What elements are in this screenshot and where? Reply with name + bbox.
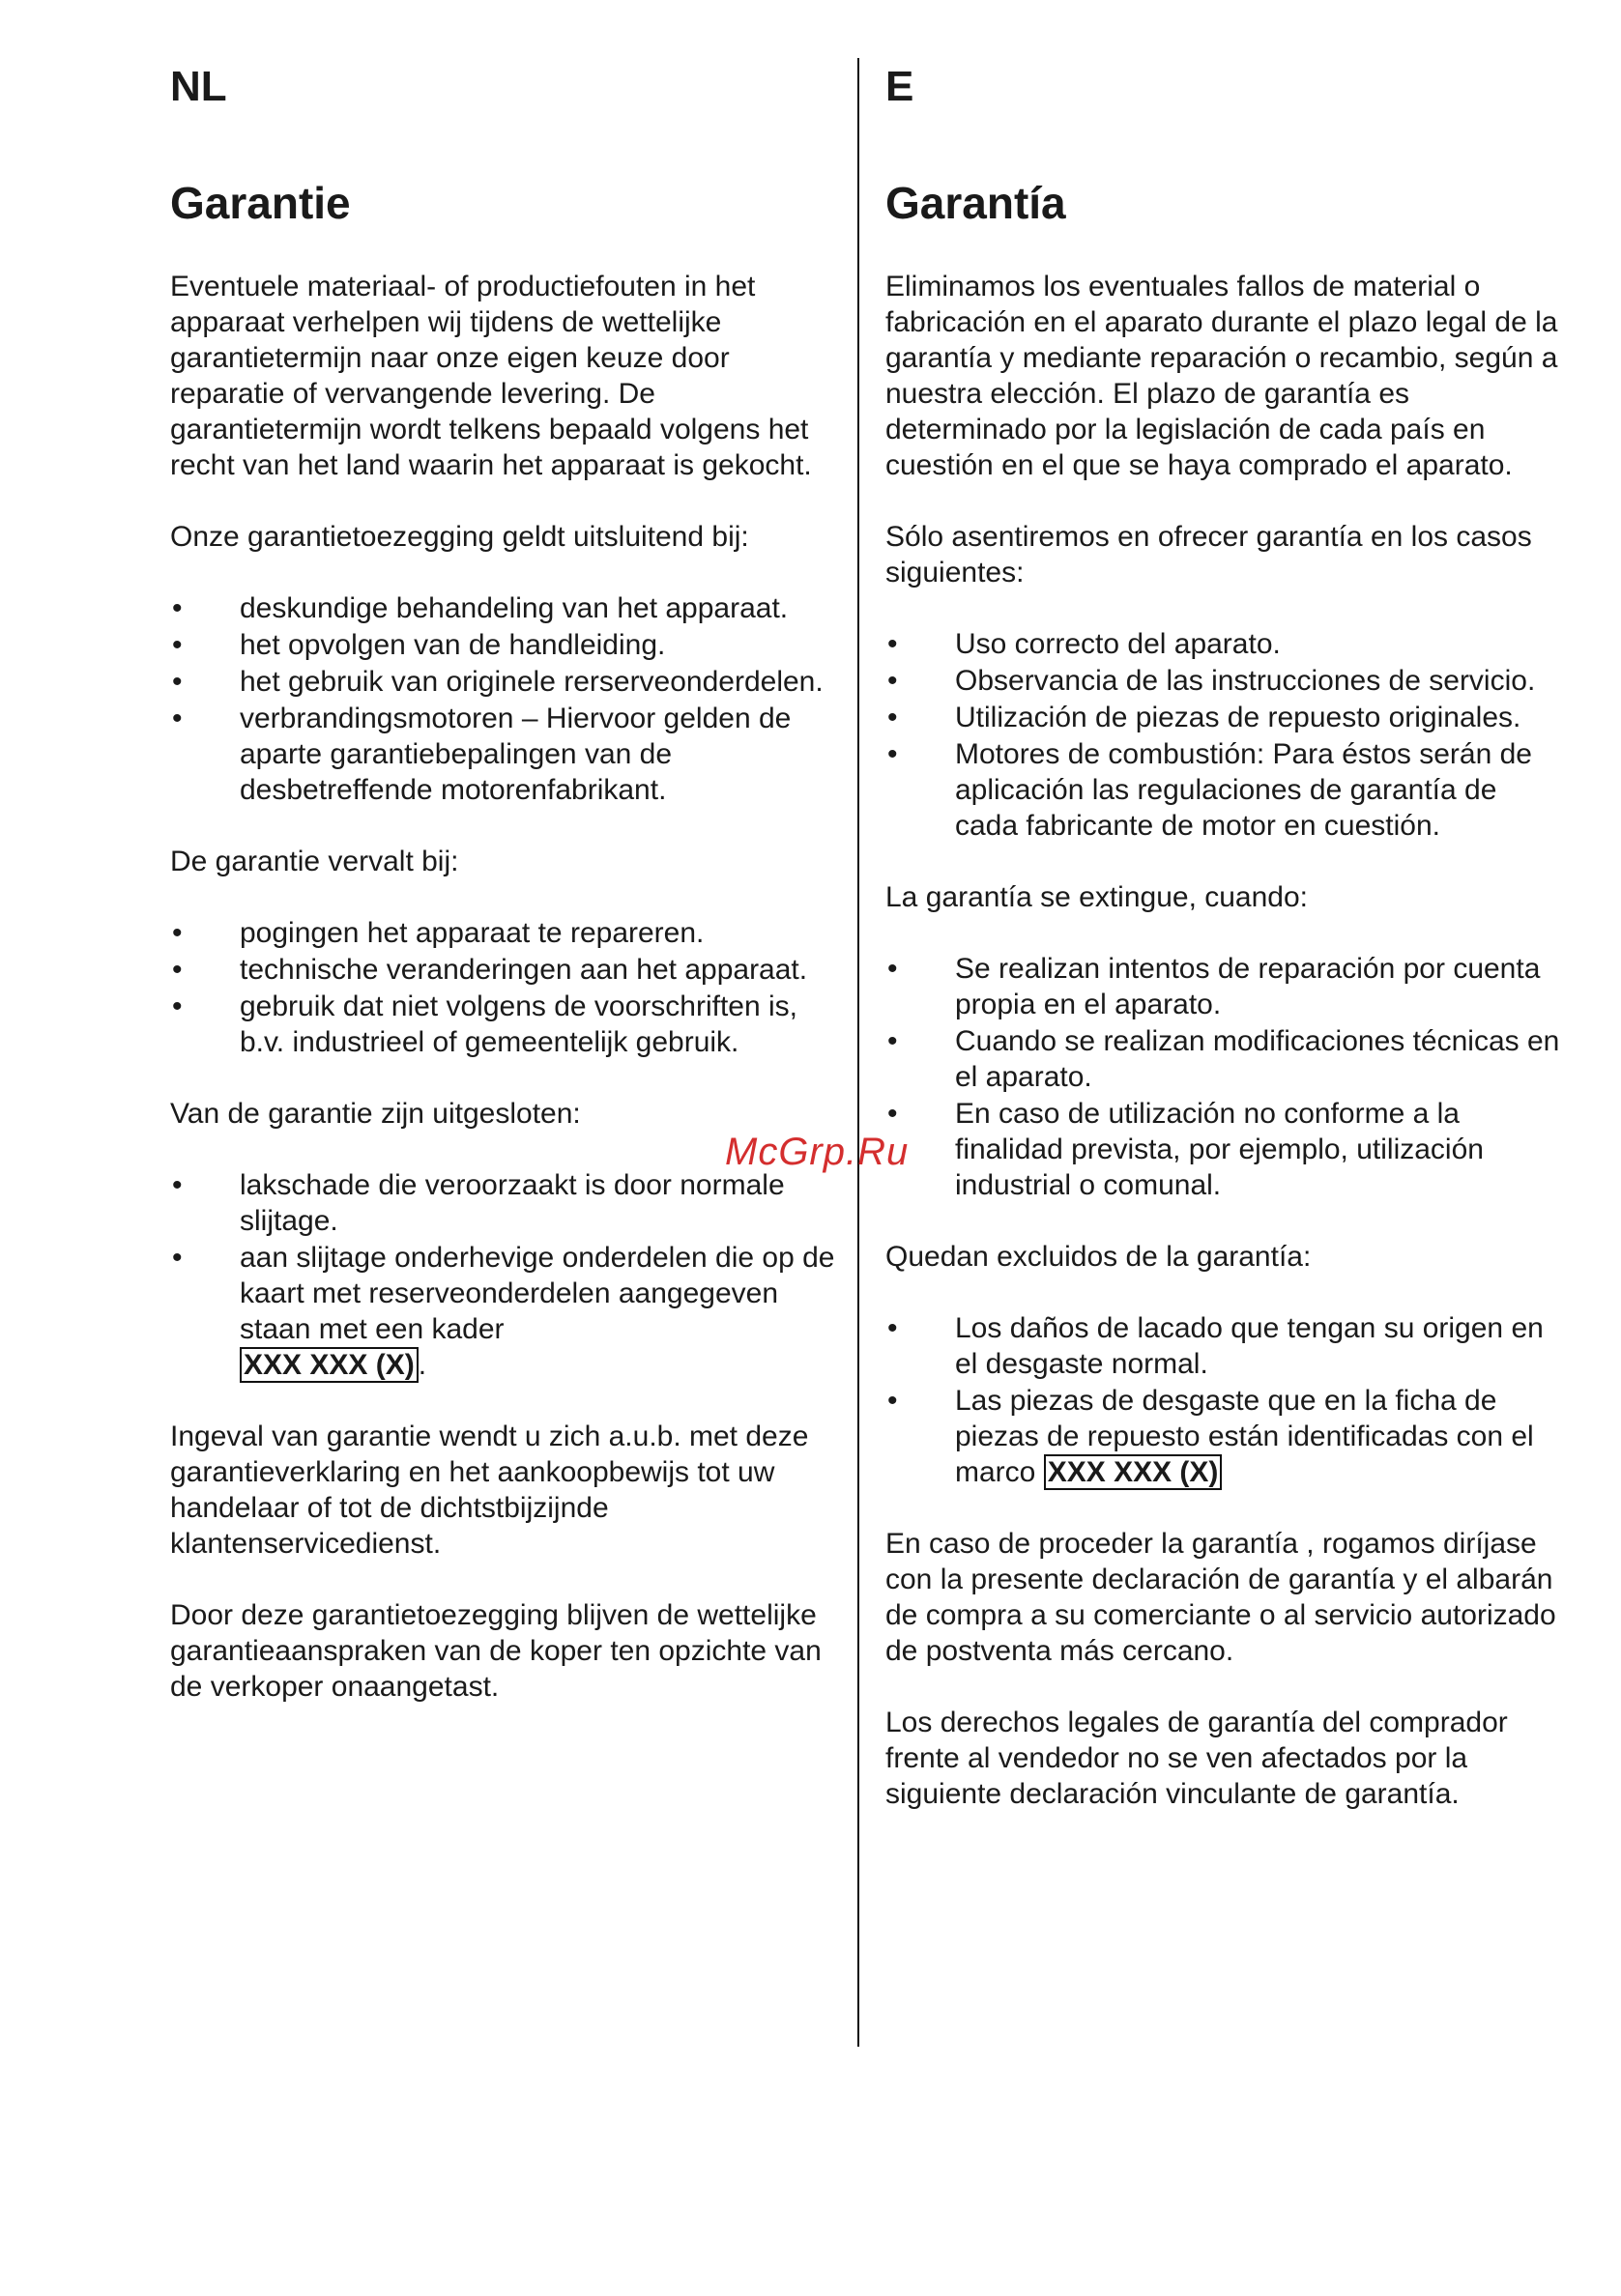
bullet-icon: • [887, 1385, 898, 1417]
column-nl [170, 60, 847, 1705]
list-item: • het gebruik van originele rerserveonderdelen. [172, 666, 824, 698]
conditions-heading-nl: Onze garantietoezegging geldt uitsluitend bij: [170, 521, 749, 553]
list-item: • pogingen het apparaat te repareren. [172, 917, 705, 949]
void-list-es [885, 951, 1562, 1203]
bullet-icon: • [172, 917, 183, 949]
list-item: • het opvolgen van de handleiding. [172, 629, 666, 661]
list-item: • technische veranderingen aan het apparaat. [172, 954, 808, 986]
watermark: McGrp.Ru [725, 1131, 910, 1173]
exclusions-heading-es: Quedan excluidos de la garantía: [885, 1241, 1312, 1273]
language-code-es: E [885, 63, 914, 110]
bullet-icon: • [172, 954, 183, 986]
exclusions-heading-nl: Van de garantie zijn uitgesloten: [170, 1098, 581, 1130]
void-heading-nl: De garantie vervalt bij: [170, 846, 459, 877]
intro-paragraph-nl: Eventuele materiaal- of productiefouten in het apparaat verhelpen wij tijdens de wettelijke garantietermijn naar onze eigen keuze door reparatie of vervangende levering. De garantietermijn wordt telkens bepaald volgens het recht van het land waarin het apparaat is gekocht. [170, 271, 812, 481]
bullet-icon: • [172, 666, 183, 698]
bullet-icon: • [887, 953, 898, 985]
bullet-icon: • [172, 1242, 183, 1274]
bullet-icon: • [887, 1098, 898, 1130]
bullet-icon: • [172, 1169, 183, 1201]
part-code-box: XXX XXX (X) [1044, 1454, 1223, 1490]
language-code-nl: NL [170, 63, 227, 110]
bullet-icon: • [887, 1025, 898, 1057]
list-item: • aan slijtage onderhevige onderdelen die op de kaart met reserveonderdelen aangegeven staan met een kader XXX XXX (X) . [172, 1242, 835, 1381]
claim-paragraph-es: En caso de proceder la garantía , rogamos diríjase con la presente declaración de garantía y el albarán de compra a su comerciante o al servicio autorizado de postventa más cercano. [885, 1528, 1556, 1667]
legal-paragraph-es: Los derechos legales de garantía del comprador frente al vendedor no se ven afectados por la siguiente declaración vinculante de garantía. [885, 1707, 1508, 1810]
conditions-heading-es: Sólo asentiremos en ofrecer garantía en los casos siguientes: [885, 521, 1532, 588]
legal-paragraph-nl: Door deze garantietoezegging blijven de wettelijke garantieaanspraken van de koper ten opzichte van de verkoper onaangetast. [170, 1599, 822, 1703]
bullet-icon: • [172, 592, 183, 624]
bullet-icon: • [887, 1312, 898, 1344]
column-divider [857, 58, 859, 2047]
list-item: • Cuando se realizan modificaciones técnicas en el aparato. [887, 1025, 1560, 1093]
bullet-icon: • [172, 629, 183, 661]
intro-paragraph-es: Eliminamos los eventuales fallos de material o fabricación en el aparato durante el plazo legal de la garantía y mediante reparación o recambio, según a nuestra elección. El plazo de garantía es determinado por la legislación de cada país en cuestión en el que se haya comprado el aparato. [885, 271, 1558, 481]
list-item: • lakschade die veroorzaakt is door normale slijtage. [172, 1169, 785, 1237]
list-item: • Las piezas de desgaste que en la ficha de piezas de repuesto están identificadas con el marco XXX XXX (X) [887, 1385, 1534, 1488]
bullet-icon: • [172, 990, 183, 1022]
list-item: • Utilización de piezas de repuesto originales. [887, 702, 1521, 733]
bullet-icon: • [887, 702, 898, 733]
conditions-list-es [885, 626, 1562, 844]
page-title-nl: Garantie [170, 178, 351, 228]
list-item: • En caso de utilización no conforme a la finalidad prevista, por ejemplo, utilización industrial o comunal. [887, 1098, 1484, 1201]
column-es [885, 60, 1562, 1812]
list-item: • deskundige behandeling van het apparaat. [172, 592, 789, 624]
list-item: • Uso correcto del aparato. [887, 628, 1281, 660]
claim-paragraph-nl: Ingeval van garantie wendt u zich a.u.b. met deze garantieverklaring en het aankoopbewijs tot uw handelaar of tot de dichtstbijzijnde klantenservicedienst. [170, 1421, 809, 1560]
void-heading-es: La garantía se extingue, cuando: [885, 881, 1308, 913]
part-code-box: XXX XXX (X) [240, 1347, 419, 1383]
list-item: • Motores de combustión: Para éstos serán de aplicación las regulaciones de garantía de cada fabricante de motor en cuestión. [887, 738, 1532, 842]
page-title-es: Garantía [885, 178, 1066, 228]
conditions-list-nl [170, 590, 847, 808]
bullet-icon: • [887, 628, 898, 660]
list-item: • Observancia de las instrucciones de servicio. [887, 665, 1536, 697]
list-item: • Los daños de lacado que tengan su origen en el desgaste normal. [887, 1312, 1544, 1380]
exclusions-list-es [885, 1310, 1562, 1490]
exclusions-list-nl [170, 1167, 847, 1383]
bullet-icon: • [172, 703, 183, 734]
void-list-nl [170, 915, 847, 1060]
bullet-icon: • [887, 738, 898, 770]
list-item: • gebruik dat niet volgens de voorschriften is, b.v. industrieel of gemeentelijk gebruik. [172, 990, 797, 1058]
list-item: • Se realizan intentos de reparación por cuenta propia en el aparato. [887, 953, 1541, 1020]
bullet-icon: • [887, 665, 898, 697]
list-item: • verbrandingsmotoren – Hiervoor gelden de aparte garantiebepalingen van de desbetreffende motorenfabrikant. [172, 703, 792, 806]
